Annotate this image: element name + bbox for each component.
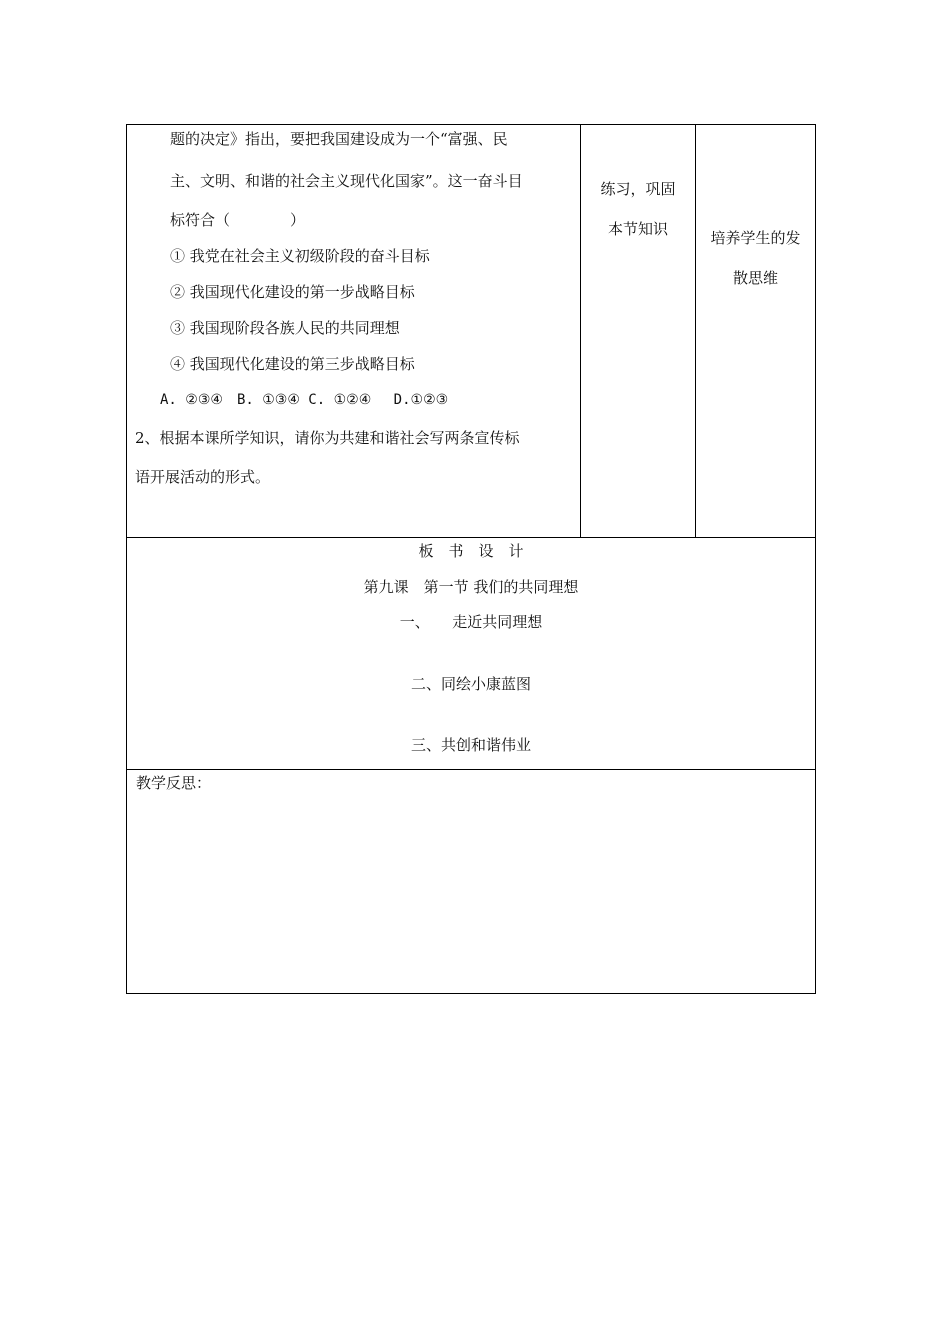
board-item: 二、同绘小康蓝图 bbox=[410, 675, 531, 693]
answer-choices: A. ②③④ B. ①③④ C. ①②④ D.①②③ bbox=[160, 392, 449, 408]
board-item: 三、共创和谐伟业 bbox=[410, 736, 531, 754]
row-divider-reflection bbox=[126, 769, 816, 770]
exercise-line: 主、文明、和谐的社会主义现代化国家”。这一奋斗目 bbox=[170, 172, 523, 190]
reflection-label: 教学反思： bbox=[136, 774, 212, 792]
exercise-line: 题的决定》指出，要把我国建设成为一个“富强、民 bbox=[170, 130, 508, 148]
lesson-title: 第九课 第一节 我们的共同理想 bbox=[363, 578, 579, 596]
goal-line: 散思维 bbox=[732, 269, 778, 287]
row-divider-board bbox=[126, 537, 816, 538]
activity-line: 练习，巩固 bbox=[600, 180, 676, 198]
option-line: ④ 我国现代化建设的第三步战略目标 bbox=[170, 355, 415, 373]
table-top-border bbox=[126, 124, 816, 125]
exercise-line: 标符合（ ） bbox=[170, 211, 306, 229]
question-2-line: 语开展活动的形式。 bbox=[135, 468, 271, 486]
option-line: ③ 我国现阶段各族人民的共同理想 bbox=[170, 319, 400, 337]
column-divider-2 bbox=[695, 124, 696, 537]
table-bottom-border bbox=[126, 993, 816, 994]
board-item: 一、 走近共同理想 bbox=[399, 613, 543, 631]
board-heading: 板 书 设 计 bbox=[418, 542, 524, 560]
question-2-line: 2、根据本课所学知识，请你为共建和谐社会写两条宣传标 bbox=[135, 429, 520, 447]
activity-line: 本节知识 bbox=[607, 220, 668, 238]
option-line: ② 我国现代化建设的第一步战略目标 bbox=[170, 283, 415, 301]
goal-line: 培养学生的发 bbox=[710, 229, 801, 247]
option-line: ① 我党在社会主义初级阶段的奋斗目标 bbox=[170, 247, 430, 265]
